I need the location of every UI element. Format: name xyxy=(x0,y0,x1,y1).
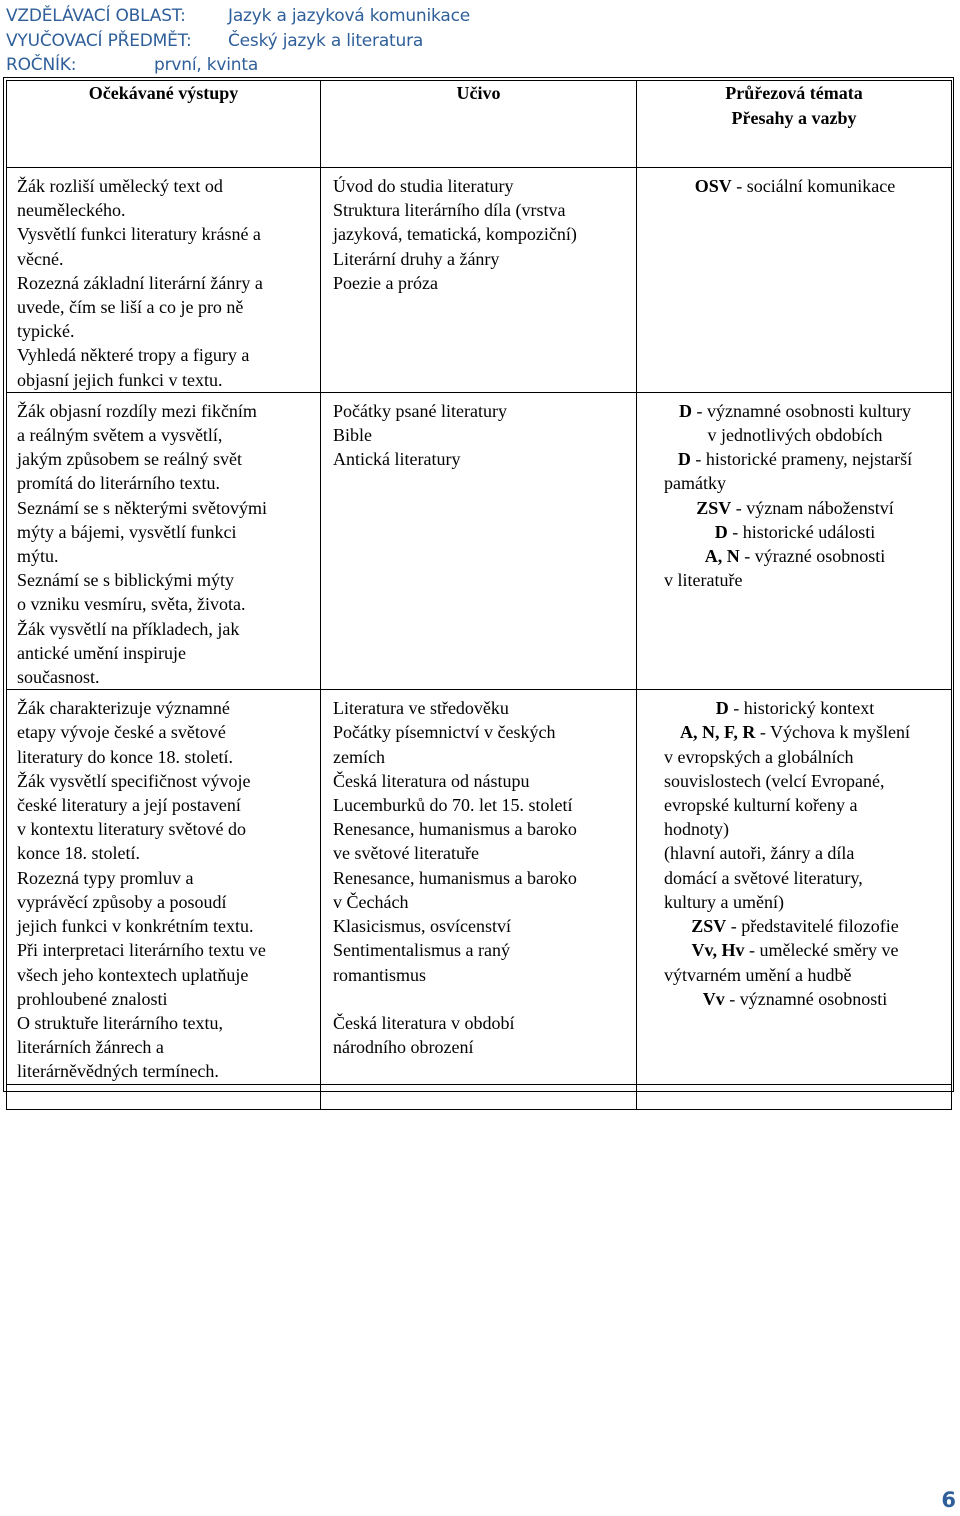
subject-label: VYUČOVACÍ PŘEDMĚT: xyxy=(6,30,192,51)
topic-code: D xyxy=(714,521,728,542)
outputs-cell xyxy=(7,392,321,689)
topic-code: Vv, Hv xyxy=(691,940,745,961)
topic-code: OSV xyxy=(694,176,732,196)
topic-code: A, N xyxy=(704,546,740,567)
text-line: O struktuře literárního textu, xyxy=(17,1012,223,1033)
text-line: konce 18. století. xyxy=(17,843,140,864)
text-line: Česká literatura od nástupu xyxy=(333,770,530,791)
outputs-cell xyxy=(7,690,321,1084)
table-row xyxy=(7,168,952,393)
header-topics-line2: Přesahy a vazby xyxy=(731,107,857,128)
text-line: v kontextu literatury světové do xyxy=(17,819,246,840)
topics-cell xyxy=(637,168,952,393)
area-label: VZDĚLÁVACÍ OBLAST: xyxy=(6,6,186,26)
outputs-cell xyxy=(7,168,321,393)
topic-text: - významné osobnosti kultury xyxy=(692,400,911,421)
text-line: literárních žánrech a xyxy=(17,1037,164,1058)
topic-line xyxy=(647,890,943,914)
header-outputs: Očekávané výstupy xyxy=(7,81,321,168)
text-line: mýtu. xyxy=(17,546,59,567)
text-line: vyprávěcí způsoby a posoudí xyxy=(17,891,227,912)
text-line: Antická literatury xyxy=(333,449,461,470)
topic-line xyxy=(647,423,943,447)
text-line: všech jeho kontextech uplatňuje xyxy=(17,964,249,985)
text-line: Sentimentalismus a raný xyxy=(333,940,510,961)
text-line: v Čechách xyxy=(333,891,409,912)
topics-cell xyxy=(637,690,952,1084)
table-row xyxy=(7,690,952,1084)
topic-line xyxy=(647,914,943,938)
text-line: zemích xyxy=(333,746,385,767)
text-line: Počátky psané literatury xyxy=(333,400,507,421)
text-line: Žák vysvětlí na příkladech, jak xyxy=(17,618,240,639)
topic-text: v jednotlivých obdobích xyxy=(707,425,883,446)
topic-text: - významné osobnosti xyxy=(724,988,888,1009)
topic-code: ZSV xyxy=(696,497,732,518)
topic-line xyxy=(647,471,943,495)
topic-line xyxy=(647,817,943,841)
text-line: jazyková, tematická, kompoziční) xyxy=(333,224,577,245)
topic-text: památky xyxy=(664,473,726,494)
topic-text: - představitelé filozofie xyxy=(726,916,899,937)
text-line: promítá do literárního textu. xyxy=(17,473,220,494)
topic-line xyxy=(647,745,943,769)
text-line: Česká literatura v období xyxy=(333,1012,515,1033)
text-line: objasní jejich funkci v textu. xyxy=(17,369,223,390)
text-line: Poezie a próza xyxy=(333,272,438,293)
topic-line xyxy=(647,793,943,817)
topic-text: domácí a světové literatury, xyxy=(664,867,863,888)
text-line: české literatury a její postavení xyxy=(17,795,241,816)
text-line: typické. xyxy=(17,321,75,342)
text-line: a reálným světem a vysvětlí, xyxy=(17,425,223,446)
text-line: Počátky písemnictví v českých xyxy=(333,722,556,743)
topic-line xyxy=(647,769,943,793)
text-line: Struktura literárního díla (vrstva xyxy=(333,200,566,221)
text-line: Seznámí se s některými světovými xyxy=(17,497,267,518)
text-line: Literatura ve středověku xyxy=(333,698,509,719)
table-row xyxy=(7,392,952,689)
topic-line xyxy=(647,696,943,720)
text-line: Žák charakterizuje významné xyxy=(17,698,230,719)
topic-line xyxy=(647,841,943,865)
topic-line xyxy=(647,568,943,592)
topic-text: v literatuře xyxy=(664,570,743,591)
area-value: Jazyk a jazyková komunikace xyxy=(228,6,470,26)
topic-code: D xyxy=(677,449,691,470)
text-line: Úvod do studia literatury xyxy=(333,176,514,196)
empty-cell xyxy=(7,1084,321,1109)
text-line: Vysvětlí funkci literatury krásné a xyxy=(17,224,261,245)
header-content: Učivo xyxy=(321,81,637,168)
text-line: literatury do konce 18. století. xyxy=(17,746,233,767)
text-line: neuměleckého. xyxy=(17,200,126,221)
topic-code: ZSV xyxy=(691,916,727,937)
text-line: jejich funkci v konkrétním textu. xyxy=(17,916,254,937)
table-row-empty xyxy=(7,1084,952,1109)
topic-code: D xyxy=(715,698,729,719)
topic-line xyxy=(647,720,943,744)
topic-code: A, N, F, R xyxy=(680,722,756,743)
empty-cell xyxy=(637,1084,952,1109)
topic-line xyxy=(647,866,943,890)
topic-line xyxy=(647,544,943,568)
topic-text: v evropských a globálních xyxy=(664,746,854,767)
topic-text: - historické prameny, nejstarší xyxy=(690,449,913,470)
text-line: Žák rozliší umělecký text od xyxy=(17,176,223,196)
text-line: Při interpretaci literárního textu ve xyxy=(17,940,266,961)
text-line: věcné. xyxy=(17,248,64,269)
topic-text: výtvarném umění a hudbě xyxy=(664,964,852,985)
topic-line xyxy=(647,447,943,471)
text-line: Renesance, humanismus a baroko xyxy=(333,867,577,888)
text-line xyxy=(333,987,628,1011)
topic-text: - historický kontext xyxy=(728,698,875,719)
text-line: antické umění inspiruje xyxy=(17,642,186,663)
topic-line xyxy=(647,987,943,1011)
topics-cell xyxy=(637,392,952,689)
text-line: prohloubené znalosti xyxy=(17,988,168,1009)
topic-line xyxy=(647,938,943,962)
text-line: Lucemburků do 70. let 15. století xyxy=(333,795,573,816)
text-line: uvede, čím se liší a co je pro ně xyxy=(17,297,244,318)
page-number: 6 xyxy=(941,1488,956,1512)
text-line: Bible xyxy=(333,425,372,446)
year-value: první, kvinta xyxy=(154,55,259,75)
topic-code: Vv xyxy=(702,988,725,1009)
topic-line xyxy=(647,520,943,544)
text-line: Žák objasní rozdíly mezi fikčním xyxy=(17,400,257,421)
text-line: literárněvědných termínech. xyxy=(17,1061,219,1082)
text-line: mýty a bájemi, vysvětlí funkci xyxy=(17,521,237,542)
topic-line xyxy=(647,174,943,198)
topic-text: - výrazné osobnosti xyxy=(739,546,886,567)
content-cell xyxy=(321,392,637,689)
curriculum-table xyxy=(6,80,952,1110)
header-topics xyxy=(637,81,952,168)
text-line: Žák vysvětlí specifičnost vývoje xyxy=(17,770,251,791)
topic-line xyxy=(647,399,943,423)
topic-text: - Výchova k myšlení xyxy=(755,722,910,743)
text-line: národního obrození xyxy=(333,1037,474,1058)
topic-text: evropské kulturní kořeny a xyxy=(664,795,858,816)
year-label: ROČNÍK: xyxy=(6,55,77,75)
topic-text: - historické události xyxy=(727,521,876,542)
text-line: Rozezná typy promluv a xyxy=(17,867,194,888)
topic-text: hodnoty) xyxy=(664,819,729,840)
topic-text: souvislostech (velcí Evropané, xyxy=(664,770,885,791)
topic-text: - sociální komunikace xyxy=(731,176,896,196)
header-topics-line1: Průřezová témata xyxy=(725,83,863,103)
topic-line xyxy=(647,496,943,520)
topic-text: - význam náboženství xyxy=(731,497,894,518)
table-header-row xyxy=(7,81,952,168)
text-line: romantismus xyxy=(333,964,426,985)
content-cell xyxy=(321,168,637,393)
subject-value: Český jazyk a literatura xyxy=(228,30,424,51)
text-line: Rozezná základní literární žánry a xyxy=(17,272,263,293)
text-line: jakým způsobem se reálný svět xyxy=(17,449,242,470)
text-line: etapy vývoje české a světové xyxy=(17,722,226,743)
text-line: současnost. xyxy=(17,667,100,688)
topic-code: D xyxy=(679,400,692,421)
topic-text: kultury a umění) xyxy=(664,891,784,912)
empty-cell xyxy=(321,1084,637,1109)
content-cell xyxy=(321,690,637,1084)
text-line: Renesance, humanismus a baroko xyxy=(333,819,577,840)
text-line: o vzniku vesmíru, světa, života. xyxy=(17,594,246,615)
text-line: Literární druhy a žánry xyxy=(333,248,500,269)
topic-text: (hlavní autoři, žánry a díla xyxy=(664,843,855,864)
text-line: Seznámí se s biblickými mýty xyxy=(17,570,234,591)
text-line: Vyhledá některé tropy a figury a xyxy=(17,345,250,366)
topic-text: - umělecké směry ve xyxy=(744,940,899,961)
text-line: ve světové literatuře xyxy=(333,843,479,864)
topic-line xyxy=(647,963,943,987)
text-line: Klasicismus, osvícenství xyxy=(333,916,511,937)
